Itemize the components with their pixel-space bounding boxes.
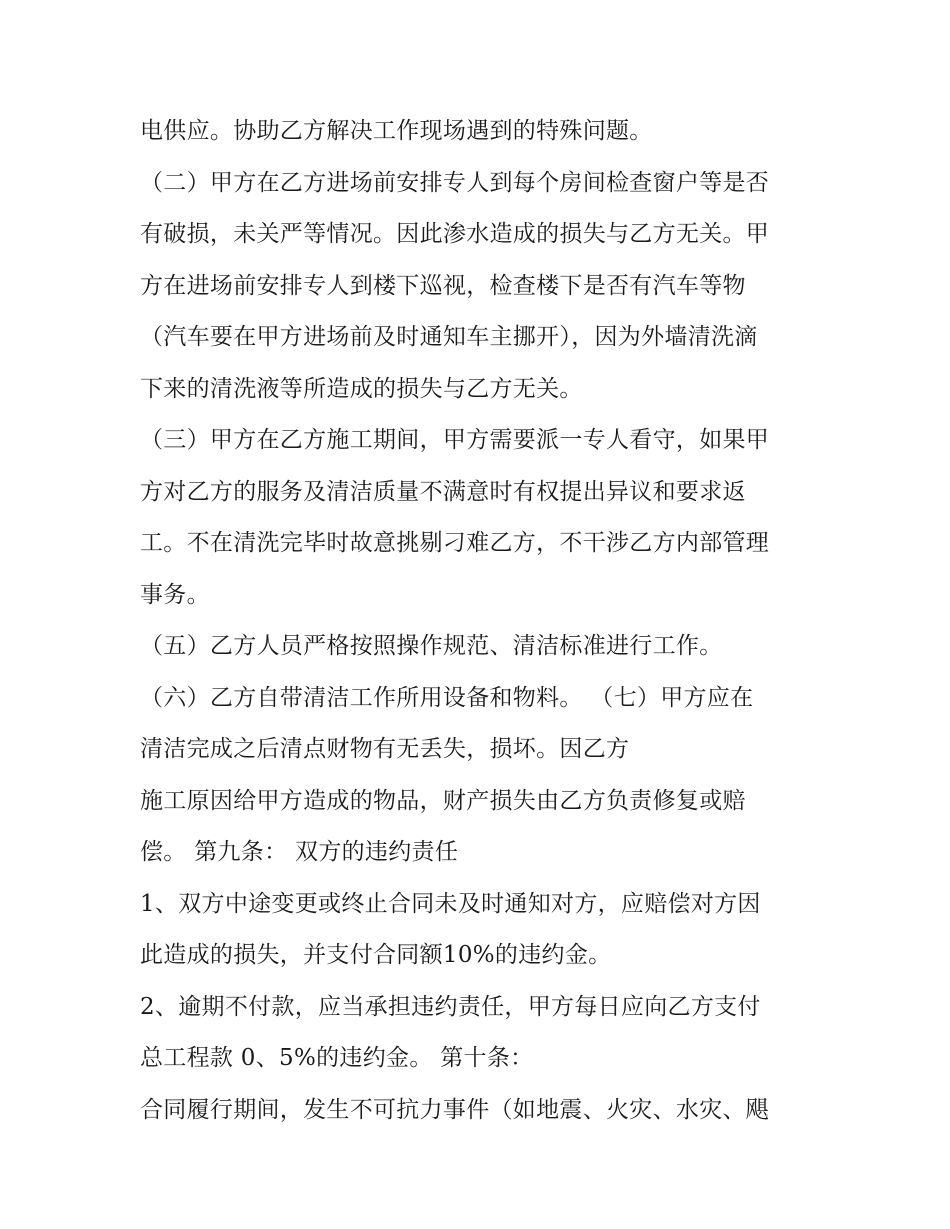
- text-line: 事务。: [140, 581, 210, 608]
- text-line: （五）乙方人员严格按照操作规范、清洁标准进行工作。: [140, 633, 723, 659]
- text-line: 工。不在清洗完毕时故意挑剔刁难乙方，不干涉乙方内部管理: [140, 530, 770, 556]
- text-line: （三）甲方在乙方施工期间，甲方需要派一专人看守，如果甲: [140, 427, 770, 453]
- text-line: 清洁完成之后清点财物有无丢失，损坏。因乙方: [140, 736, 630, 762]
- text-line: 电供应。协助乙方解决工作现场遇到的特殊问题。: [140, 118, 653, 144]
- text-line: 偿。 第九条： 双方的违约责任: [140, 839, 459, 865]
- text-line: 下来的清洗液等所造成的损失与乙方无关。: [140, 375, 583, 402]
- text-line: 方在进场前安排专人到楼下巡视，检查楼下是否有汽车等物: [140, 272, 746, 299]
- text-line: 施工原因给甲方造成的物品，财产损失由乙方负责修复或赔: [140, 787, 746, 814]
- text-line: 总工程款 0、5%的违约金。 第十条：: [140, 1045, 534, 1071]
- text-line: （六）乙方自带清洁工作所用设备和物料。 （七）甲方应在: [140, 684, 754, 711]
- text-line: 2、逾期不付款，应当承担违约责任，甲方每日应向乙方支付: [140, 993, 761, 1020]
- text-line: （汽车要在甲方进场前及时通知车主挪开），因为外墙清洗滴: [140, 324, 758, 350]
- text-line: 合同履行期间，发生不可抗力事件（如地震、火灾、水灾、飓: [140, 1096, 770, 1123]
- text-line: 1、双方中途变更或终止合同未及时通知对方，应赔偿对方因: [140, 890, 761, 917]
- document-body: [140, 106, 820, 1136]
- text-line: （二）甲方在乙方进场前安排专人到每个房间检查窗户等是否: [140, 169, 770, 196]
- text-line: 此造成的损失，并支付合同额10%的违约金。: [140, 942, 612, 968]
- text-line: 有破损，未关严等情况。因此渗水造成的损失与乙方无关。甲: [140, 221, 770, 247]
- text-line: 方对乙方的服务及清洁质量不满意时有权提出异议和要求返: [140, 478, 746, 505]
